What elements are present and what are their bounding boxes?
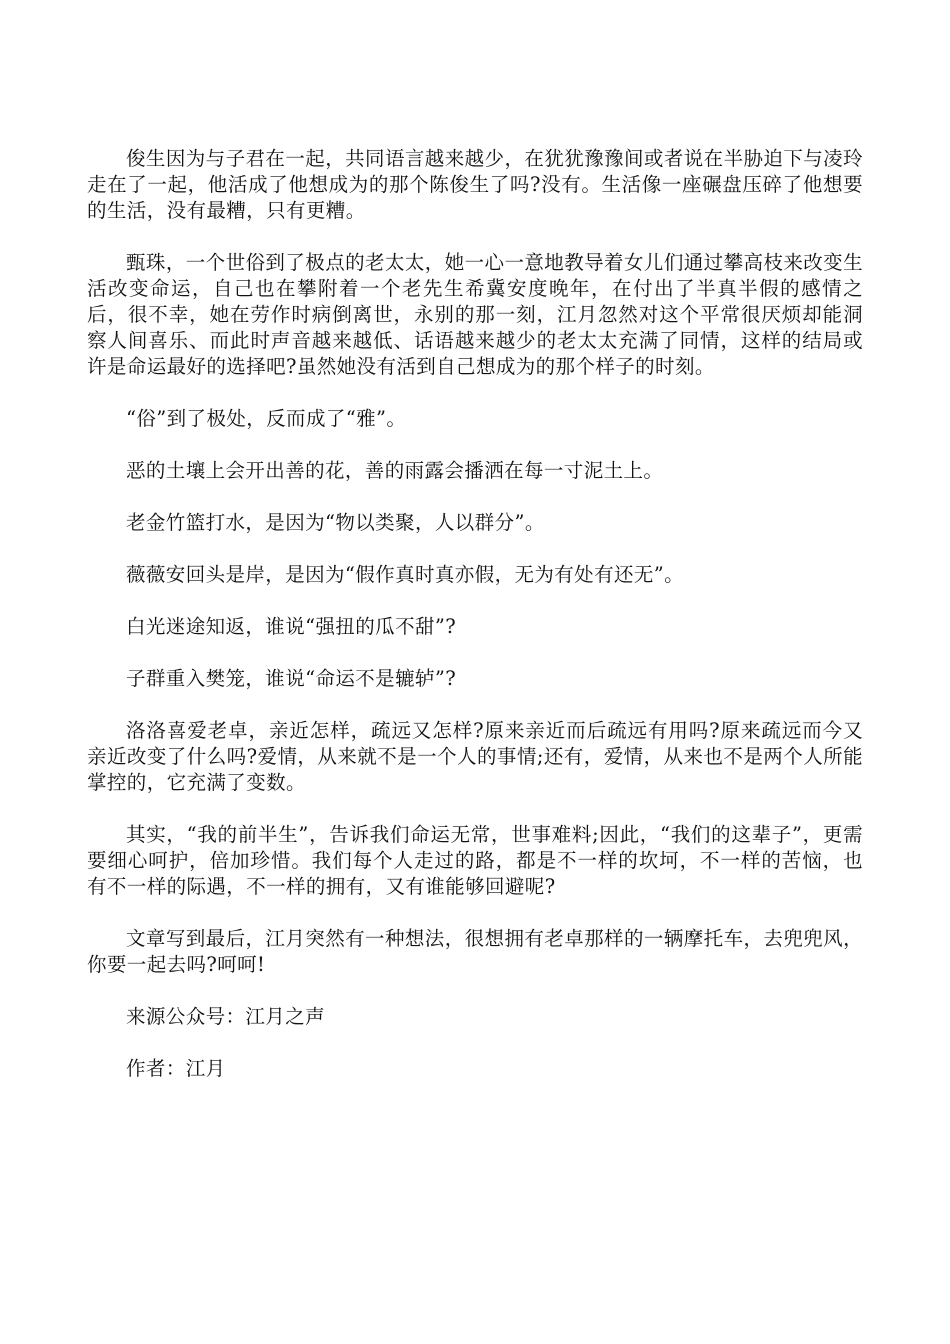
paragraph-vivian: 薇薇安回头是岸，是因为“假作真时真亦假，无为有处有还无”。 <box>126 563 685 586</box>
paragraph-ziqun: 子群重入樊笼，谁说“命运不是辘轳”? <box>126 667 457 690</box>
paragraph-conclusion: 其实，“我的前半生”，告诉我们命运无常，世事难料;因此，“我们的这辈子”，更需要细心呵护，倍加珍惜。我们每个人走过的路，都是不一样的坎坷，不一样的苦恼，也有不一样的际遇，不一样的拥有，又有谁能够回避呢? <box>87 823 863 898</box>
paragraph-baiguang: 白光迷途知返，谁说“强扭的瓜不甜”? <box>126 615 457 638</box>
source-line: 来源公众号：江月之声 <box>126 1005 326 1028</box>
paragraph-luoluo: 洛洛喜爱老卓，亲近怎样，疏远又怎样?原来亲近而后疏远有用吗?原来疏远而今又亲近改变了什么吗?爱情，从来就不是一个人的事情;还有，爱情，从来也不是两个人所能掌控的，它充满了变数。 <box>87 719 863 794</box>
paragraph-zhenzhu: 甄珠，一个世俗到了极点的老太太，她一心一意地教导着女儿们通过攀高枝来改变生活改变命运，自己也在攀附着一个老先生希冀安度晚年，在付出了半真半假的感情之后，很不幸，她在劳作时病倒离世，永别的那一刻，江月忽然对这个平常很厌烦却能洞察人间喜乐、而此时声音越来越低、话语越来越少的老太太充满了同情，这样的结局或许是命运最好的选择吧?虽然她没有活到自己想成为的那个样子的时刻。 <box>87 251 863 378</box>
paragraph-good-evil: 恶的土壤上会开出善的花，善的雨露会播洒在每一寸泥土上。 <box>126 459 664 482</box>
paragraph-ending: 文章写到最后，江月突然有一种想法，很想拥有老卓那样的一辆摩托车，去兜兜风，你要一起去吗?呵呵! <box>87 927 863 976</box>
author-line: 作者：江月 <box>126 1057 226 1080</box>
paragraph-laojin: 老金竹篮打水，是因为“物以类聚，人以群分”。 <box>126 511 545 534</box>
paragraph-su-ya: “俗”到了极处，反而成了“雅”。 <box>126 407 407 430</box>
document-page <box>87 146 863 1108</box>
paragraph-junsheng: 俊生因为与子君在一起，共同语言越来越少，在犹犹豫豫间或者说在半胁迫下与凌玲走在了一起，他活成了他想成为的那个陈俊生了吗?没有。生活像一座碾盘压碎了他想要的生活，没有最糟，只有更糟。 <box>87 147 863 222</box>
